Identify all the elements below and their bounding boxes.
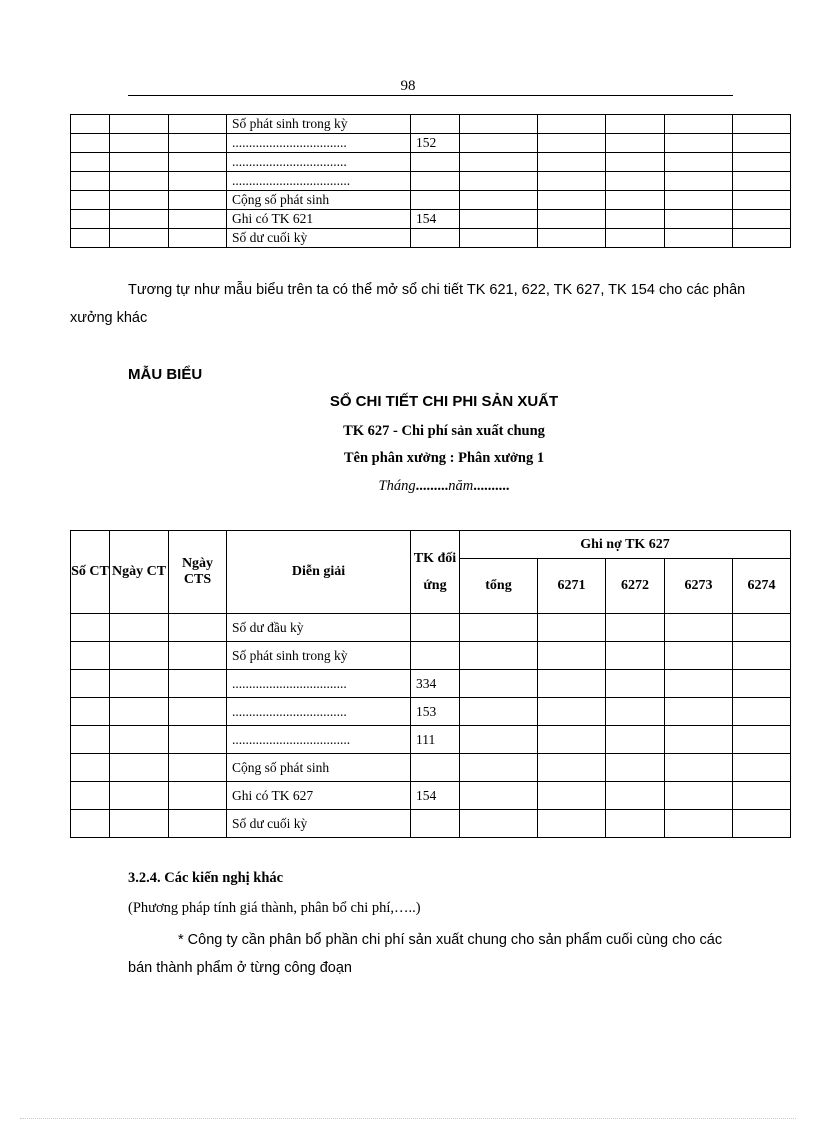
period-month: Tháng — [378, 478, 416, 494]
empty-cell — [71, 810, 110, 838]
header-ngay-ct: Ngày CT — [110, 531, 169, 614]
empty-cell — [538, 191, 606, 210]
empty-cell — [71, 153, 110, 172]
empty-cell — [606, 172, 665, 191]
period-year: năm — [448, 478, 474, 494]
empty-cell — [71, 115, 110, 134]
ledger-table-627 — [70, 530, 791, 838]
empty-cell — [71, 229, 110, 248]
empty-cell — [733, 754, 791, 782]
empty-cell — [733, 172, 791, 191]
row-description: .................................. — [227, 698, 411, 726]
empty-cell — [460, 726, 538, 754]
row-description: ................................... — [227, 172, 411, 191]
empty-cell — [169, 698, 227, 726]
empty-cell — [733, 153, 791, 172]
empty-cell — [665, 754, 733, 782]
empty-cell — [733, 134, 791, 153]
empty-cell — [71, 642, 110, 670]
row-description: .................................. — [227, 134, 411, 153]
empty-cell — [71, 614, 110, 642]
row-account: 111 — [411, 726, 460, 754]
empty-cell — [110, 754, 169, 782]
header-6274: 6274 — [733, 559, 791, 614]
header-6273: 6273 — [665, 559, 733, 614]
empty-cell — [665, 153, 733, 172]
row-account: 152 — [411, 134, 460, 153]
empty-cell — [71, 754, 110, 782]
table-row — [71, 210, 791, 229]
empty-cell — [665, 810, 733, 838]
empty-cell — [169, 614, 227, 642]
empty-cell — [606, 810, 665, 838]
empty-cell — [71, 726, 110, 754]
ledger-table-627-body — [71, 614, 791, 838]
empty-cell — [110, 698, 169, 726]
empty-cell — [606, 670, 665, 698]
period-dots-1: ......... — [415, 478, 449, 494]
empty-cell — [169, 810, 227, 838]
empty-cell — [110, 726, 169, 754]
header-so-ct: Số CT — [71, 531, 110, 614]
empty-cell — [169, 210, 227, 229]
row-account: 154 — [411, 210, 460, 229]
empty-cell — [733, 614, 791, 642]
empty-cell — [169, 191, 227, 210]
row-description: Cộng số phát sinh — [227, 191, 411, 210]
empty-cell — [110, 153, 169, 172]
empty-cell — [460, 191, 538, 210]
empty-cell — [538, 153, 606, 172]
form-title: SỔ CHI TIẾT CHI PHI SẢN XUẤT — [329, 393, 559, 410]
empty-cell — [110, 614, 169, 642]
empty-cell — [538, 229, 606, 248]
empty-cell — [460, 172, 538, 191]
section-paragraph: * Công ty cần phân bổ phần chi phí sản xuất chung cho sản phẩm cuối cùng cho các bán thành phẩm ở từng công đoạn — [128, 932, 723, 976]
empty-cell — [71, 191, 110, 210]
header-6272: 6272 — [606, 559, 665, 614]
empty-cell — [169, 726, 227, 754]
empty-cell — [460, 134, 538, 153]
empty-cell — [733, 115, 791, 134]
row-description: Ghi có TK 627 — [227, 782, 411, 810]
header-6271: 6271 — [538, 559, 606, 614]
header-ngay-cts: Ngày CTS — [169, 531, 227, 614]
row-description: .................................. — [227, 153, 411, 172]
table-row — [71, 229, 791, 248]
ledger-table-621-body — [71, 115, 791, 248]
empty-cell — [606, 115, 665, 134]
empty-cell — [606, 210, 665, 229]
empty-cell — [71, 172, 110, 191]
empty-cell — [606, 614, 665, 642]
row-description: .................................. — [227, 670, 411, 698]
row-account — [411, 229, 460, 248]
empty-cell — [71, 782, 110, 810]
empty-cell — [460, 754, 538, 782]
empty-cell — [538, 172, 606, 191]
empty-cell — [460, 698, 538, 726]
form-account: TK 627 - Chi phí sản xuất chung — [343, 423, 545, 439]
empty-cell — [538, 210, 606, 229]
empty-cell — [110, 229, 169, 248]
table-row — [71, 670, 791, 698]
empty-cell — [538, 614, 606, 642]
form-workshop: Tên phân xưởng : Phân xưởng 1 — [343, 450, 545, 466]
row-account: 153 — [411, 698, 460, 726]
table-row — [71, 754, 791, 782]
empty-cell — [665, 172, 733, 191]
empty-cell — [71, 670, 110, 698]
empty-cell — [606, 642, 665, 670]
empty-cell — [169, 153, 227, 172]
row-account: 334 — [411, 670, 460, 698]
page-bottom-rule — [20, 1118, 796, 1119]
row-account — [411, 810, 460, 838]
empty-cell — [169, 115, 227, 134]
row-account — [411, 172, 460, 191]
empty-cell — [460, 782, 538, 810]
row-account — [411, 191, 460, 210]
row-account — [411, 614, 460, 642]
table-row — [71, 191, 791, 210]
empty-cell — [538, 698, 606, 726]
empty-cell — [606, 134, 665, 153]
empty-cell — [460, 614, 538, 642]
empty-cell — [606, 782, 665, 810]
empty-cell — [169, 754, 227, 782]
empty-cell — [169, 134, 227, 153]
period-dots-2: .......... — [473, 478, 510, 494]
row-description: Số phát sinh trong kỳ — [227, 642, 411, 670]
empty-cell — [169, 782, 227, 810]
empty-cell — [110, 670, 169, 698]
empty-cell — [733, 210, 791, 229]
section-heading: 3.2.4. Các kiến nghị khác — [128, 870, 284, 886]
empty-cell — [110, 210, 169, 229]
header-ghi-no: Ghi nợ TK 627 — [460, 531, 791, 559]
table-row — [71, 614, 791, 642]
empty-cell — [538, 726, 606, 754]
row-description: Số phát sinh trong kỳ — [227, 115, 411, 134]
page-number: 98 — [400, 78, 416, 94]
row-description: Số dư cuối kỳ — [227, 229, 411, 248]
empty-cell — [665, 210, 733, 229]
table-row — [71, 153, 791, 172]
header-rule — [128, 95, 733, 96]
empty-cell — [538, 642, 606, 670]
empty-cell — [460, 210, 538, 229]
empty-cell — [733, 726, 791, 754]
empty-cell — [460, 810, 538, 838]
empty-cell — [169, 229, 227, 248]
table-row — [71, 782, 791, 810]
empty-cell — [733, 191, 791, 210]
table-row — [71, 172, 791, 191]
header-dien-giai: Diễn giải — [227, 531, 411, 614]
empty-cell — [110, 172, 169, 191]
table-row — [71, 698, 791, 726]
empty-cell — [71, 210, 110, 229]
row-description: Số dư cuối kỳ — [227, 810, 411, 838]
empty-cell — [538, 670, 606, 698]
row-account: 154 — [411, 782, 460, 810]
empty-cell — [733, 810, 791, 838]
empty-cell — [665, 229, 733, 248]
form-period — [0, 478, 816, 495]
empty-cell — [733, 698, 791, 726]
empty-cell — [71, 134, 110, 153]
row-description: Ghi có TK 621 — [227, 210, 411, 229]
header-tk-doi-ung: TK đối ứng — [411, 531, 460, 614]
empty-cell — [606, 153, 665, 172]
row-account — [411, 642, 460, 670]
empty-cell — [665, 698, 733, 726]
empty-cell — [665, 191, 733, 210]
empty-cell — [606, 229, 665, 248]
row-account — [411, 153, 460, 172]
empty-cell — [110, 134, 169, 153]
empty-cell — [460, 153, 538, 172]
table-row — [71, 115, 791, 134]
empty-cell — [733, 670, 791, 698]
empty-cell — [733, 229, 791, 248]
table-row — [71, 726, 791, 754]
empty-cell — [665, 115, 733, 134]
empty-cell — [538, 115, 606, 134]
empty-cell — [460, 115, 538, 134]
row-description: Số dư đầu kỳ — [227, 614, 411, 642]
empty-cell — [110, 810, 169, 838]
empty-cell — [606, 698, 665, 726]
row-account — [411, 754, 460, 782]
empty-cell — [538, 134, 606, 153]
empty-cell — [733, 782, 791, 810]
table-row — [71, 810, 791, 838]
empty-cell — [169, 172, 227, 191]
section-note: (Phương pháp tính giá thành, phân bổ chi phí,…..) — [128, 900, 421, 916]
empty-cell — [71, 698, 110, 726]
empty-cell — [606, 754, 665, 782]
empty-cell — [169, 670, 227, 698]
row-description: ................................... — [227, 726, 411, 754]
empty-cell — [460, 642, 538, 670]
empty-cell — [665, 134, 733, 153]
empty-cell — [538, 754, 606, 782]
empty-cell — [665, 782, 733, 810]
row-account — [411, 115, 460, 134]
empty-cell — [665, 726, 733, 754]
table-row — [71, 642, 791, 670]
empty-cell — [606, 726, 665, 754]
empty-cell — [606, 191, 665, 210]
empty-cell — [110, 115, 169, 134]
empty-cell — [538, 782, 606, 810]
empty-cell — [110, 191, 169, 210]
empty-cell — [665, 614, 733, 642]
empty-cell — [460, 229, 538, 248]
form-label: MẪU BIỂU — [128, 366, 203, 383]
table-row — [71, 134, 791, 153]
row-description: Cộng số phát sinh — [227, 754, 411, 782]
empty-cell — [110, 782, 169, 810]
empty-cell — [665, 642, 733, 670]
empty-cell — [110, 642, 169, 670]
empty-cell — [169, 642, 227, 670]
header-tong: tổng — [460, 559, 538, 614]
ledger-table-621 — [70, 114, 791, 248]
empty-cell — [665, 670, 733, 698]
empty-cell — [460, 670, 538, 698]
empty-cell — [733, 642, 791, 670]
intro-paragraph: Tương tự như mẫu biểu trên ta có thể mở sổ chi tiết TK 621, 622, TK 627, TK 154 cho các phân xưởng khác — [70, 282, 746, 326]
empty-cell — [538, 810, 606, 838]
